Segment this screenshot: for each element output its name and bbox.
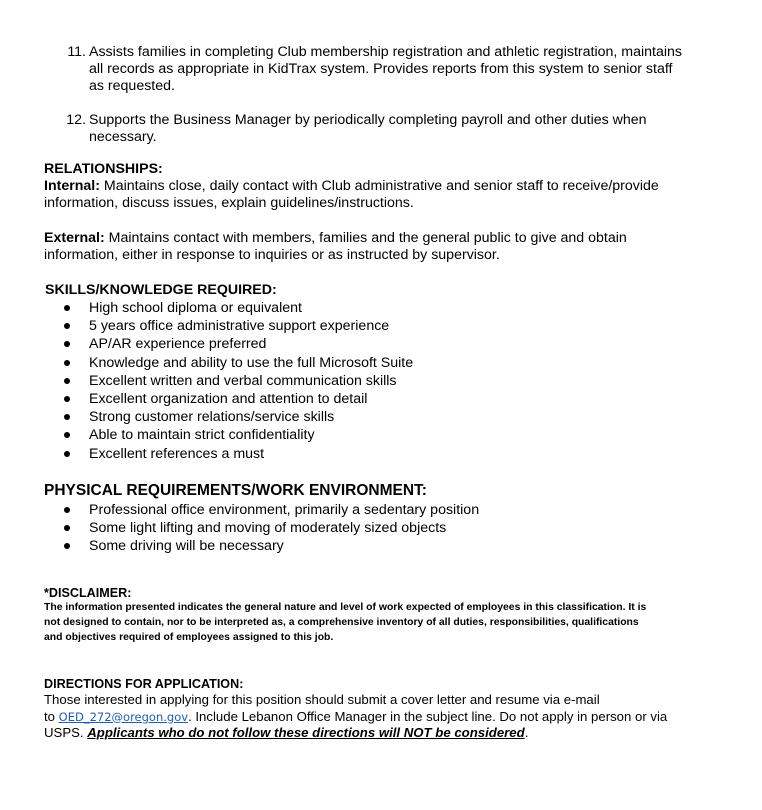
external-text: Maintains contact with members, families and the general public to give and obtain: [104, 230, 627, 246]
directions-heading: DIRECTIONS FOR APPLICATION:: [44, 677, 244, 691]
duty-text-line: necessary.: [89, 129, 157, 146]
external-relationship: [44, 230, 724, 264]
list-item: Able to maintain strict confidentiality: [0, 426, 700, 444]
external-text-line2: information, either in response to inquiries or as instructed by supervisor.: [44, 247, 500, 264]
list-item: Excellent organization and attention to detail: [0, 390, 700, 408]
list-item: High school diploma or equivalent: [0, 299, 700, 317]
internal-relationship: [44, 178, 724, 212]
list-item: Excellent references a must: [0, 445, 700, 463]
bullet-icon: [64, 305, 70, 311]
duty-text: [89, 44, 729, 96]
duty-text: [89, 112, 729, 146]
internal-text-line2: information, discuss issues, explain guidelines/instructions.: [44, 195, 414, 212]
disclaimer-heading: *DISCLAIMER:: [44, 586, 132, 600]
bullet-icon: [64, 378, 70, 384]
skills-heading: SKILLS/KNOWLEDGE REQUIRED:: [45, 282, 277, 298]
internal-text: Maintains close, daily contact with Club administrative and senior staff to receive/provide: [99, 178, 659, 194]
physical-heading: PHYSICAL REQUIREMENTS/WORK ENVIRONMENT:: [44, 482, 427, 499]
duty-text-line: all records as appropriate in KidTrax system. Provides reports from this system to senior staff: [89, 61, 673, 78]
external-label: External:: [44, 230, 105, 246]
list-item: 5 years office administrative support experience: [0, 317, 700, 335]
list-item: AP/AR experience preferred: [0, 335, 700, 353]
bullet-icon: [64, 525, 70, 531]
bullet-icon: [64, 543, 70, 549]
list-item: Strong customer relations/service skills: [0, 408, 700, 426]
list-item: Professional office environment, primarily a sedentary position: [0, 501, 700, 519]
bullet-icon: [64, 451, 70, 457]
directions-text: Those interested in applying for this position should submit a cover letter and resume via e-mail to OED_272@oregon.gov. Include Lebanon Office Manager in the subject line. Do not apply in person or via USPS. Applicants who do not follow these directions will NOT be considered.: [44, 692, 668, 740]
list-item: Excellent written and verbal communication skills: [0, 372, 700, 390]
duty-number: 12.: [66, 112, 86, 128]
bullet-icon: [64, 341, 70, 347]
duty-number: 11.: [67, 44, 86, 60]
bullet-icon: [64, 360, 70, 366]
bullet-icon: [64, 432, 70, 438]
bullet-icon: [64, 323, 70, 329]
internal-label: Internal:: [44, 178, 100, 194]
duty-text-line: Assists families in completing Club membership registration and athletic registration, maintains: [89, 44, 682, 60]
list-item: Some light lifting and moving of moderately sized objects: [0, 519, 700, 537]
warning-text: Applicants who do not follow these directions will NOT be considered: [87, 725, 525, 740]
duty-text-line: Supports the Business Manager by periodically completing payroll and other duties when: [89, 112, 647, 128]
bullet-icon: [64, 507, 70, 513]
bullet-icon: [64, 414, 70, 420]
bullet-icon: [64, 396, 70, 402]
list-item: Knowledge and ability to use the full Microsoft Suite: [0, 354, 700, 372]
duty-text-line: as requested.: [89, 78, 175, 95]
relationships-heading: RELATIONSHIPS:: [44, 161, 163, 177]
email-link[interactable]: OED_272@oregon.gov: [58, 709, 189, 724]
list-item: Some driving will be necessary: [0, 537, 700, 555]
disclaimer-text: The information presented indicates the general nature and level of work expected of employees in this classification. It is not designed to contain, nor to be interpreted as, a comprehensive inventory of all duties, responsibilities, qualifications and objectives required of employees assigned to this job.: [44, 602, 647, 643]
